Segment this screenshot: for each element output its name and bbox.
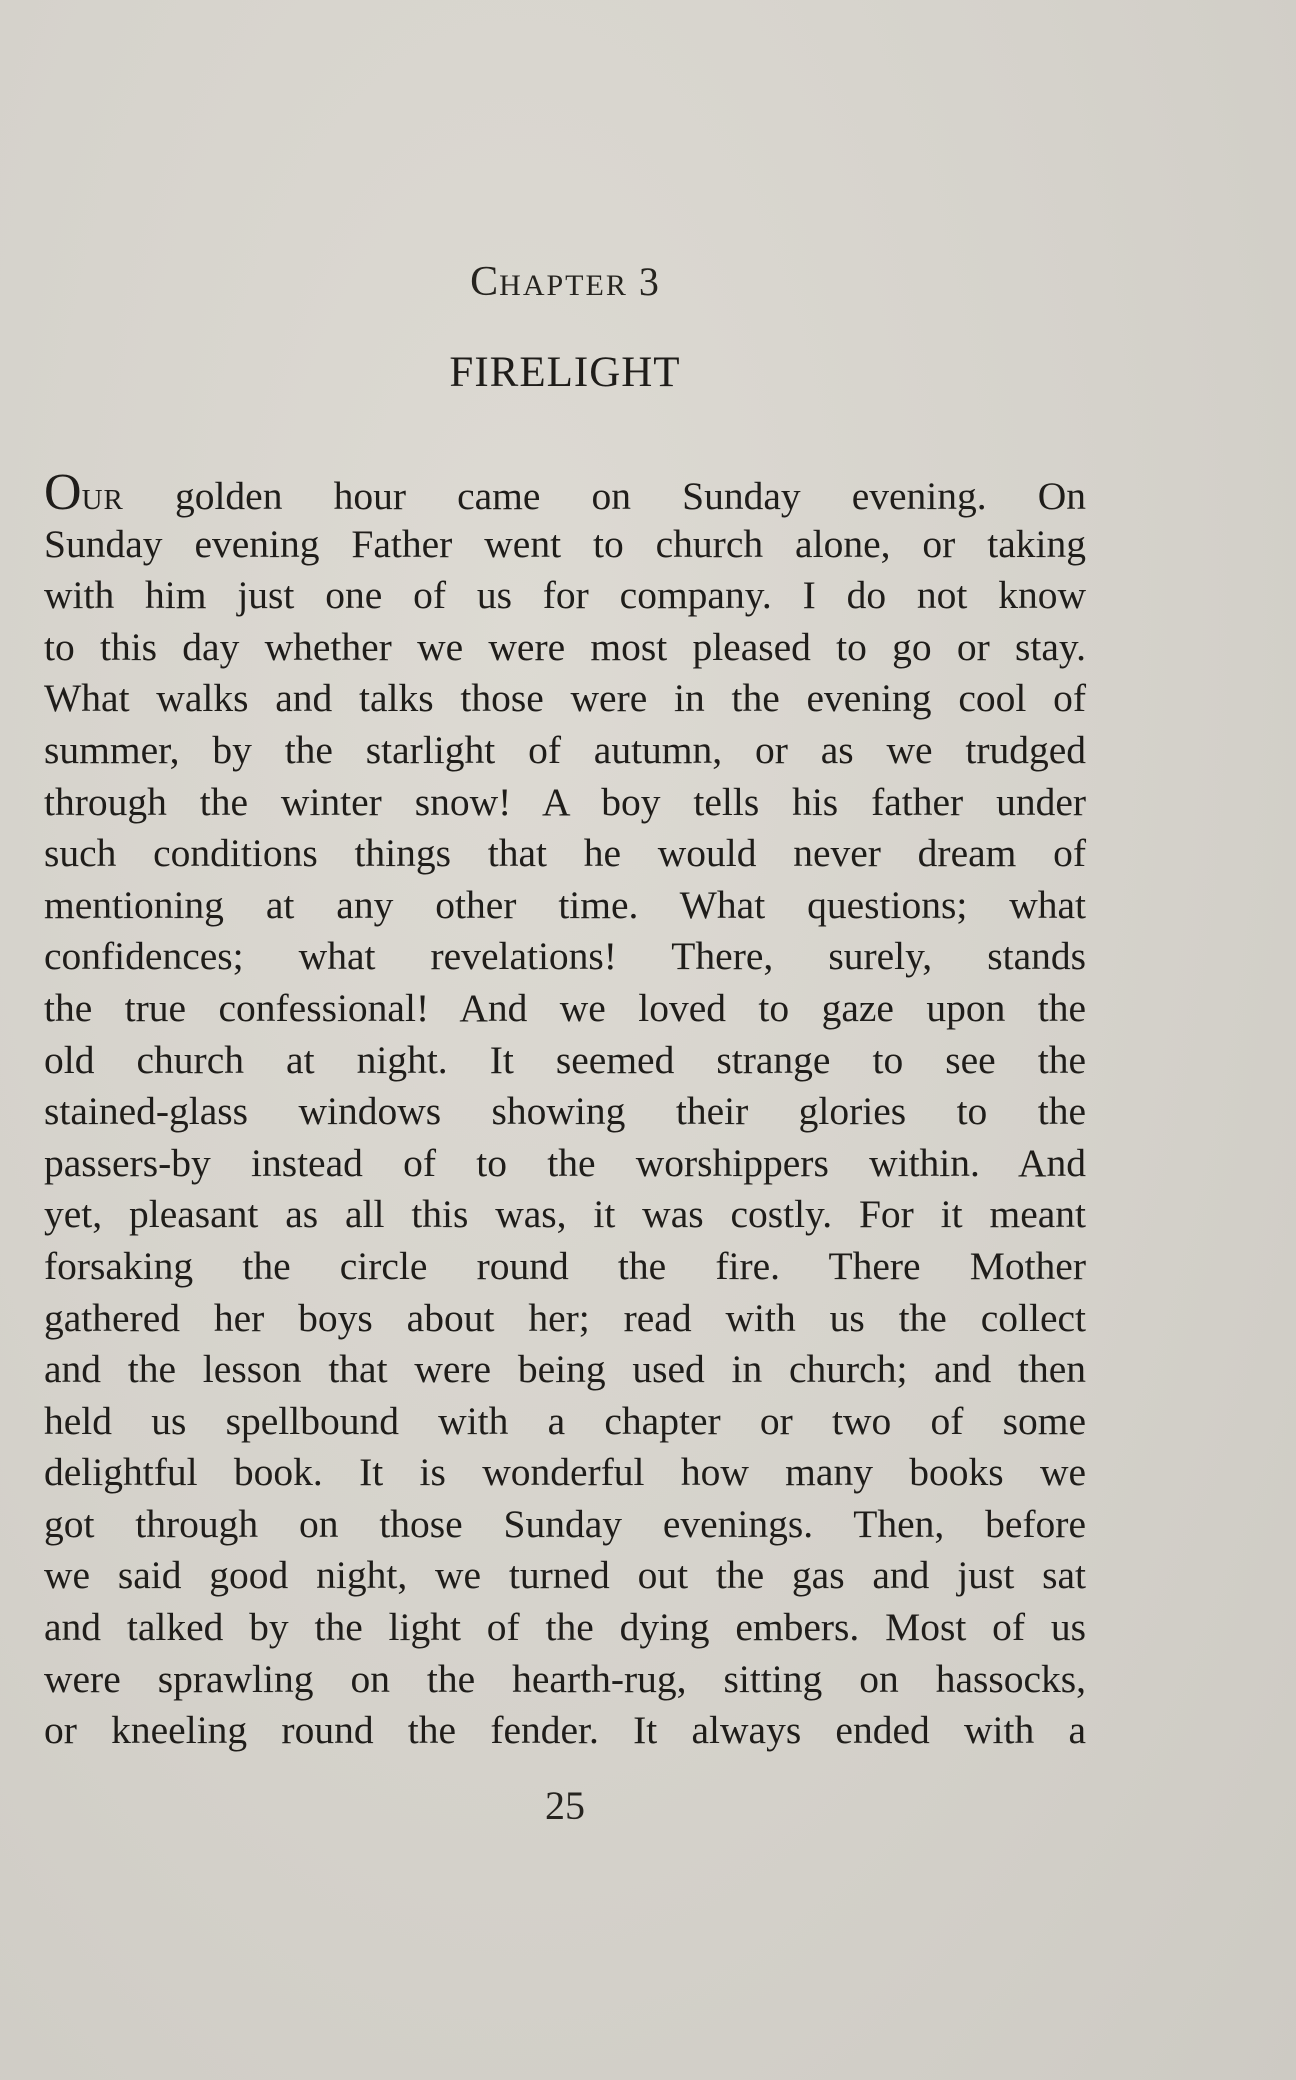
drop-initial-rest: UR: [81, 484, 124, 516]
body-text: [44, 464, 1086, 1757]
text-line: and talked by the light of the dying embers. Most of us: [44, 1605, 1086, 1650]
text-line: summer, by the starlight of autumn, or as we trudged: [44, 727, 1086, 772]
page-number: 25: [545, 1783, 585, 1828]
chapter-number: 3: [638, 259, 660, 304]
text-line: forsaking the circle round the fire. There Mother: [44, 1243, 1086, 1288]
text-line: confidences; what revelations! There, surely, stands: [44, 934, 1086, 979]
chapter-label-rest: HAPTER: [499, 269, 628, 302]
text-line: old church at night. It seemed strange to see the: [44, 1037, 1086, 1082]
text-line: gathered her boys about her; read with us the collect: [44, 1295, 1086, 1340]
text-line: were sprawling on the hearth-rug, sitting on hassocks,: [44, 1656, 1086, 1701]
text-line: Sunday evening Father went to church alone, or taking: [44, 521, 1086, 566]
text-line: delightful book. It is wonderful how many books we: [44, 1450, 1086, 1495]
chapter-label: [0, 258, 1130, 306]
text-line: stained-glass windows showing their glories to the: [44, 1089, 1086, 1134]
text-line: and the lesson that were being used in church; and then: [44, 1347, 1086, 1392]
text-line: mentioning at any other time. What questions; what: [44, 882, 1086, 927]
chapter-label-initial: C: [470, 259, 500, 305]
text-line: to this day whether we were most pleased to go or stay.: [44, 624, 1086, 669]
text-line: passers-by instead of to the worshippers within. And: [44, 1140, 1086, 1185]
text-line-first: [44, 464, 1086, 521]
text-line: we said good night, we turned out the gas and just sat: [44, 1553, 1086, 1598]
text-line: What walks and talks those were in the evening cool of: [44, 676, 1086, 721]
text-line: held us spellbound with a chapter or two of some: [44, 1398, 1086, 1443]
text-line: with him just one of us for company. I do not know: [44, 573, 1086, 618]
text-line: the true confessional! And we loved to gaze upon the: [44, 985, 1086, 1030]
text-line: or kneeling round the fender. It always ended with a: [44, 1708, 1086, 1753]
text-line: through the winter snow! A boy tells his father under: [44, 779, 1086, 824]
text-line: yet, pleasant as all this was, it was costly. For it meant: [44, 1192, 1086, 1237]
first-line-text: golden hour came on Sunday evening. On: [123, 474, 1086, 518]
chapter-title: FIRELIGHT: [449, 349, 681, 396]
drop-initial: O: [44, 464, 82, 521]
text-line: such conditions things that he would never dream of: [44, 831, 1086, 876]
text-line: got through on those Sunday evenings. Then, before: [44, 1501, 1086, 1546]
